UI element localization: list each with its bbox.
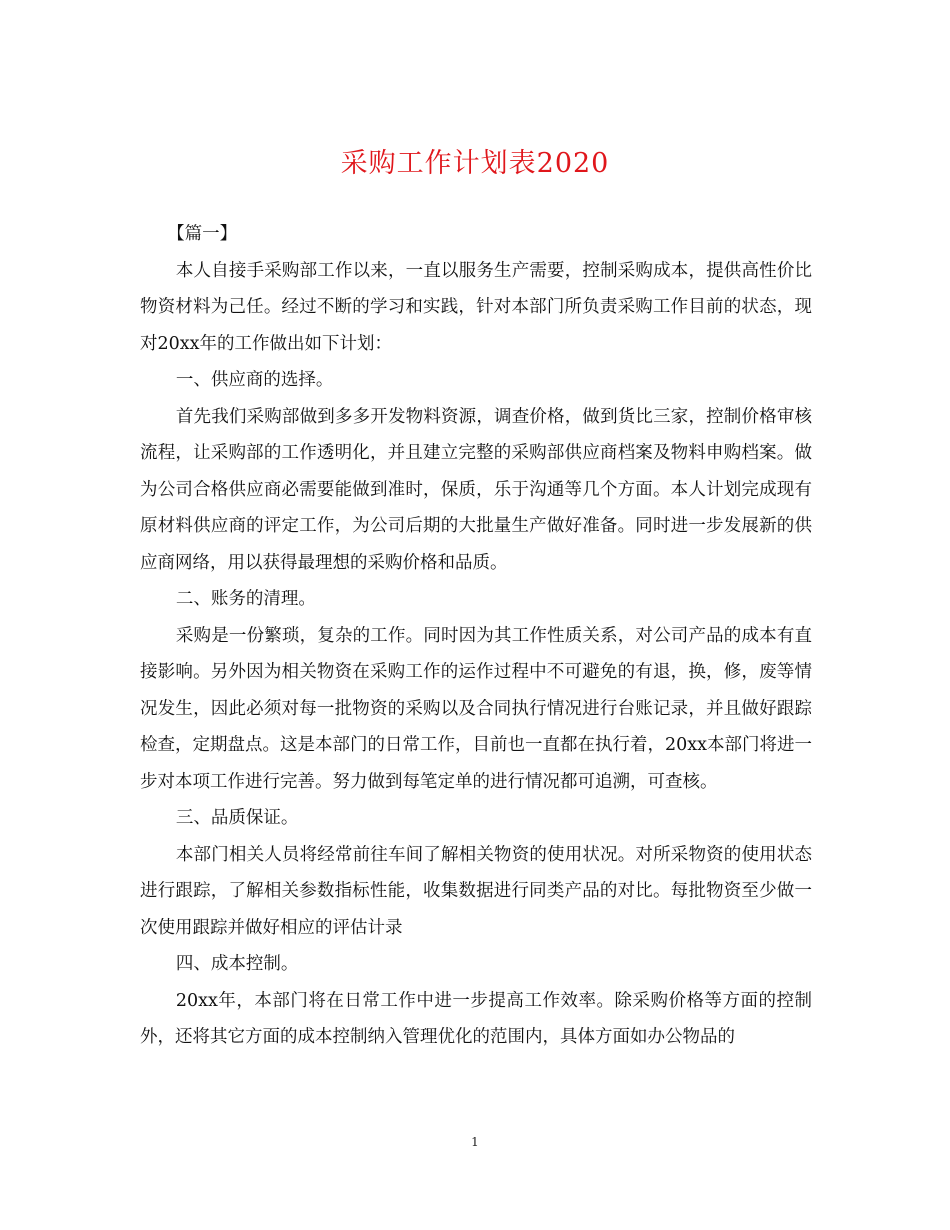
page-number: 1: [471, 1135, 479, 1149]
document-body: [140, 216, 812, 1056]
paragraph-accounts: 采购是一份繁琐，复杂的工作。同时因为其工作性质关系，对公司产品的成本有直接影响。另外因为相关物资在采购工作的运作过程中不可避免的有退，换，修，废等情况发生，因此必须对每一批物资的采购以及合同执行情况进行台账记录，并且做好跟踪检查，定期盘点。这是本部门的日常工作，目前也一直都在执行着，20xx本部门将进一步对本项工作进行完善。努力做到每笔定单的进行情况都可追溯，可查核。: [140, 625, 813, 792]
section-heading-accounts: 二、账务的清理。: [175, 589, 316, 609]
document-title: 采购工作计划表2020: [340, 148, 610, 179]
paragraph-intro: 本人自接手采购部工作以来，一直以服务生产需要，控制采购成本，提供高性价比物资材料为己任。经过不断的学习和实践，针对本部门所负责采购工作目前的状态，现对20xx年的工作做出如下计划：: [140, 260, 812, 354]
paragraph-quality: 本部门相关人员将经常前往车间了解相关物资的使用状况。对所采物资的使用状态进行跟踪，了解相关参数指标性能，收集数据进行同类产品的对比。每批物资至少做一次使用跟踪并做好相应的评估计录: [140, 844, 812, 938]
part-heading: 【篇一】: [167, 224, 238, 244]
section-heading-quality: 三、品质保证。: [175, 808, 299, 828]
paragraph-cost: 20xx年，本部门将在日常工作中进一步提高工作效率。除采购价格等方面的控制外，还将其它方面的成本控制纳入管理优化的范围内，具体方面如办公物品的: [140, 990, 812, 1047]
section-heading-cost: 四、成本控制。: [175, 954, 299, 974]
paragraph-supplier: 首先我们采购部做到多多开发物料资源，调查价格，做到货比三家，控制价格审核流程，让采购部的工作透明化，并且建立完整的采购部供应商档案及物料申购档案。做为公司合格供应商必需要能做到准时，保质，乐于沟通等几个方面。本人计划完成现有原材料供应商的评定工作，为公司后期的大批量生产做好准备。同时进一步发展新的供应商网络，用以获得最理想的采购价格和品质。: [140, 406, 812, 573]
section-heading-supplier: 一、供应商的选择。: [175, 370, 334, 390]
